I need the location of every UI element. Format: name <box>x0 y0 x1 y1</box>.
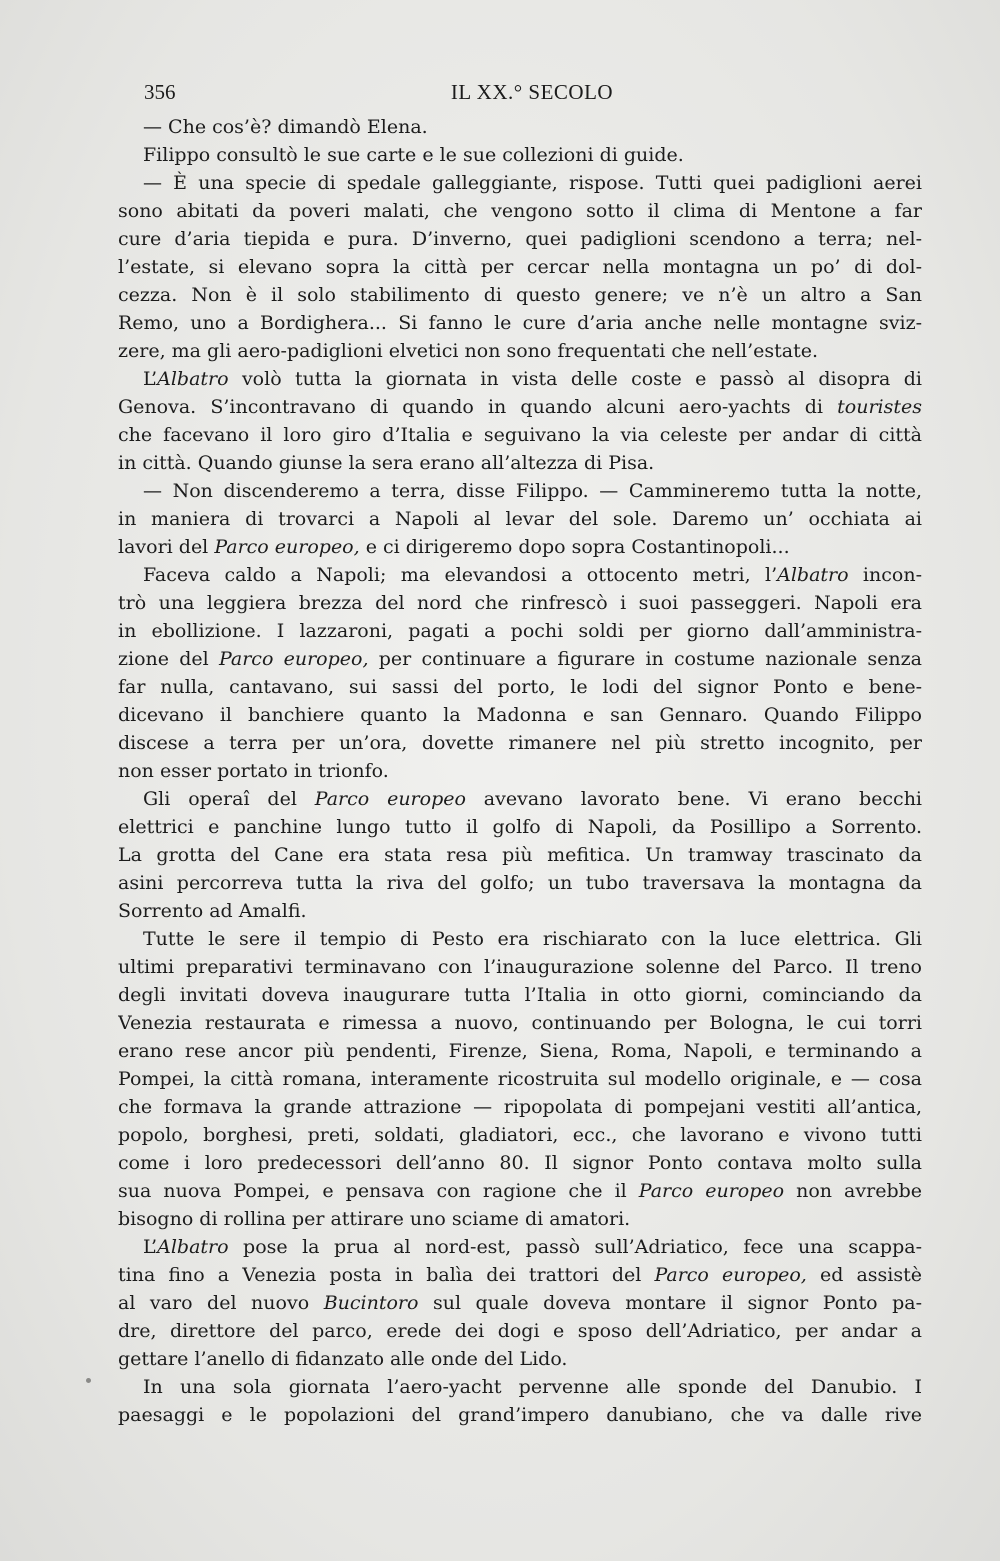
text-run: al varo del nuovo <box>118 1292 324 1314</box>
text-line <box>118 505 922 533</box>
text-line <box>118 421 922 449</box>
italic-text: Parco europeo, <box>218 648 369 670</box>
text-run: bisogno di rollina per attirare uno sciame di amatori. <box>118 1208 631 1230</box>
text-run: zere, ma gli aero-padiglioni elvetici non sono frequentati che nell’estate. <box>118 340 819 362</box>
text-line <box>118 1401 922 1429</box>
text-run: Tutte le sere il tempio di Pesto era rischiarato con la luce elettrica. Gli <box>143 928 922 950</box>
text-run: ultimi preparativi terminavano con l’inaugurazione solenne del Parco. Il treno <box>118 956 922 978</box>
text-run: tina fino a Venezia posta in balìa dei trattori del <box>118 1264 655 1286</box>
text-run: paesaggi e le popolazioni del grand’impero danubiano, che va dalle rive <box>118 1404 922 1426</box>
text-line <box>118 1177 922 1205</box>
text-run: Pompei, la città romana, interamente ricostruita sul modello originale, e — cosa <box>118 1068 922 1090</box>
text-line <box>118 365 922 393</box>
text-line <box>118 617 922 645</box>
text-run: l’estate, si elevano sopra la città per cercar nella montagna un po’ di dol- <box>118 256 922 278</box>
text-line <box>118 477 922 505</box>
text-run: in città. Quando giunse la sera erano all’altezza di Pisa. <box>118 452 655 474</box>
body-text <box>118 113 922 1429</box>
text-line <box>118 281 922 309</box>
text-run: e ci dirigeremo dopo sopra Costantinopoli... <box>359 536 790 558</box>
text-run: Filippo consultò le sue carte e le sue collezioni di guide. <box>143 144 684 166</box>
text-run: Sorrento ad Amalfi. <box>118 900 307 922</box>
text-line <box>118 1345 922 1373</box>
text-run: sua nuova Pompei, e pensava con ragione che il <box>118 1180 639 1202</box>
text-line <box>118 813 922 841</box>
text-run: Venezia restaurata e rimessa a nuovo, continuando per Bologna, le cui torri <box>118 1012 922 1034</box>
italic-text: Parco europeo <box>638 1180 785 1202</box>
text-run: non esser portato in trionfo. <box>118 760 389 782</box>
text-run: degli invitati doveva inaugurare tutta l’Italia in otto giorni, cominciando da <box>118 984 922 1006</box>
text-line <box>118 337 922 365</box>
text-run: popolo, borghesi, preti, soldati, gladiatori, ecc., che lavorano e vivono tutti <box>118 1124 922 1146</box>
text-line <box>118 701 922 729</box>
text-line <box>118 925 922 953</box>
text-run: cezza. Non è il solo stabilimento di questo genere; ve n’è un altro a San <box>118 284 922 306</box>
text-line <box>118 309 922 337</box>
text-line <box>118 1093 922 1121</box>
text-line <box>118 1373 922 1401</box>
text-run: trò una leggiera brezza del nord che rinfrescò i suoi passeggeri. Napoli era <box>118 592 922 614</box>
text-line <box>118 953 922 981</box>
text-run: in ebollizione. I lazzaroni, pagati a pochi soldi per giorno dall’amministra- <box>118 620 922 642</box>
text-run: lavori del <box>118 536 215 558</box>
text-line <box>118 225 922 253</box>
text-line <box>118 645 922 673</box>
text-line <box>118 141 922 169</box>
italic-text: Albatro <box>777 564 849 586</box>
text-line <box>118 1121 922 1149</box>
text-line <box>118 253 922 281</box>
text-run: volò tutta la giornata in vista delle coste e passò al disopra di <box>228 368 922 390</box>
italic-text: Parco europeo, <box>214 536 360 558</box>
text-run: sono abitati da poveri malati, che vengono sotto il clima di Mentone a far <box>118 200 922 222</box>
text-run: per continuare a figurare in costume nazionale senza <box>368 648 922 670</box>
text-run: — È una specie di spedale galleggiante, rispose. Tutti quei padiglioni aerei <box>143 172 922 194</box>
text-run: far nulla, cantavano, sui sassi del porto, le lodi del signor Ponto e bene- <box>118 676 922 698</box>
text-line <box>118 113 922 141</box>
text-run: ed assistè <box>806 1264 922 1286</box>
text-run: La grotta del Cane era stata resa più mefitica. Un tramway trascinato da <box>118 844 922 866</box>
text-line <box>118 729 922 757</box>
text-run: dre, direttore del parco, erede dei dogi e sposo dell’Adriatico, per andar a <box>118 1320 922 1342</box>
text-run: sul quale doveva montare il signor Ponto pa- <box>418 1292 922 1314</box>
text-line <box>118 841 922 869</box>
text-line <box>118 1037 922 1065</box>
italic-text: touristes <box>837 396 922 418</box>
text-line <box>118 981 922 1009</box>
text-run: asini percorreva tutta la riva del golfo; un tubo traversava la montagna da <box>118 872 922 894</box>
text-line <box>118 1261 922 1289</box>
page-header <box>144 80 920 106</box>
text-run: elettrici e panchine lungo tutto il golfo di Napoli, da Posillipo a Sorrento. <box>118 816 922 838</box>
text-line <box>118 393 922 421</box>
italic-text: Albatro <box>157 1236 229 1258</box>
text-line <box>118 1065 922 1093</box>
text-run: non avrebbe <box>784 1180 922 1202</box>
text-line <box>118 449 922 477</box>
text-line <box>118 673 922 701</box>
text-line <box>118 169 922 197</box>
text-run: che facevano il loro giro d’Italia e seguivano la via celeste per andar di città <box>118 424 922 446</box>
text-run: dicevano il banchiere quanto la Madonna e san Gennaro. Quando Filippo <box>118 704 922 726</box>
text-line <box>118 589 922 617</box>
text-line <box>118 1009 922 1037</box>
italic-text: Albatro <box>157 368 229 390</box>
text-line <box>118 561 922 589</box>
text-run: incon- <box>848 564 922 586</box>
italic-text: Parco europeo, <box>654 1264 807 1286</box>
text-run: — Che cos’è? dimandò Elena. <box>143 116 428 138</box>
text-run: cure d’aria tiepida e pura. D’inverno, quei padiglioni scendono a terra; nel- <box>118 228 922 250</box>
text-run: Faceva caldo a Napoli; ma elevandosi a ottocento metri, l’ <box>143 564 778 586</box>
text-line <box>118 757 922 785</box>
italic-text: Parco europeo <box>314 788 466 810</box>
italic-text: Bucintoro <box>323 1292 419 1314</box>
text-line <box>118 1205 922 1233</box>
text-run: In una sola giornata l’aero-yacht pervenne alle sponde del Danubio. I <box>143 1376 922 1398</box>
text-run: erano rese ancor più pendenti, Firenze, Siena, Roma, Napoli, e terminando a <box>118 1040 922 1062</box>
text-line <box>118 1289 922 1317</box>
text-run: discese a terra per un’ora, dovette rimanere nel più stretto incognito, per <box>118 732 922 754</box>
text-run: pose la prua al nord-est, passò sull’Adriatico, fece una scappa- <box>228 1236 922 1258</box>
text-line <box>118 197 922 225</box>
paper-speck <box>86 1378 91 1383</box>
text-line <box>118 1317 922 1345</box>
text-run: Remo, uno a Bordighera... Si fanno le cure d’aria anche nelle montagne sviz- <box>118 312 922 334</box>
text-run: in maniera di trovarci a Napoli al levar del sole. Daremo un’ occhiata ai <box>118 508 922 530</box>
text-run: Genova. S’incontravano di quando in quando alcuni aero-yachts di <box>118 396 838 418</box>
text-line <box>118 533 922 561</box>
text-run: Gli operaî del <box>143 788 315 810</box>
text-run: — Non discenderemo a terra, disse Filippo. — Cammineremo tutta la notte, <box>143 480 922 502</box>
text-line <box>118 1149 922 1177</box>
text-run: L’ <box>143 1236 158 1258</box>
text-run: come i loro predecessori dell’anno 80. Il signor Ponto contava molto sulla <box>118 1152 922 1174</box>
text-run: che formava la grande attrazione — ripopolata di pompejani vestiti all’antica, <box>118 1096 922 1118</box>
text-run: gettare l’anello di fidanzato alle onde del Lido. <box>118 1348 568 1370</box>
text-run: avevano lavorato bene. Vi erano becchi <box>465 788 922 810</box>
text-run: zione del <box>118 648 219 670</box>
running-title: IL XX.° SECOLO <box>450 80 614 104</box>
text-line <box>118 1233 922 1261</box>
text-line <box>118 869 922 897</box>
text-line <box>118 785 922 813</box>
text-run: L’ <box>143 368 158 390</box>
page-number: 356 <box>144 80 176 104</box>
text-line <box>118 897 922 925</box>
